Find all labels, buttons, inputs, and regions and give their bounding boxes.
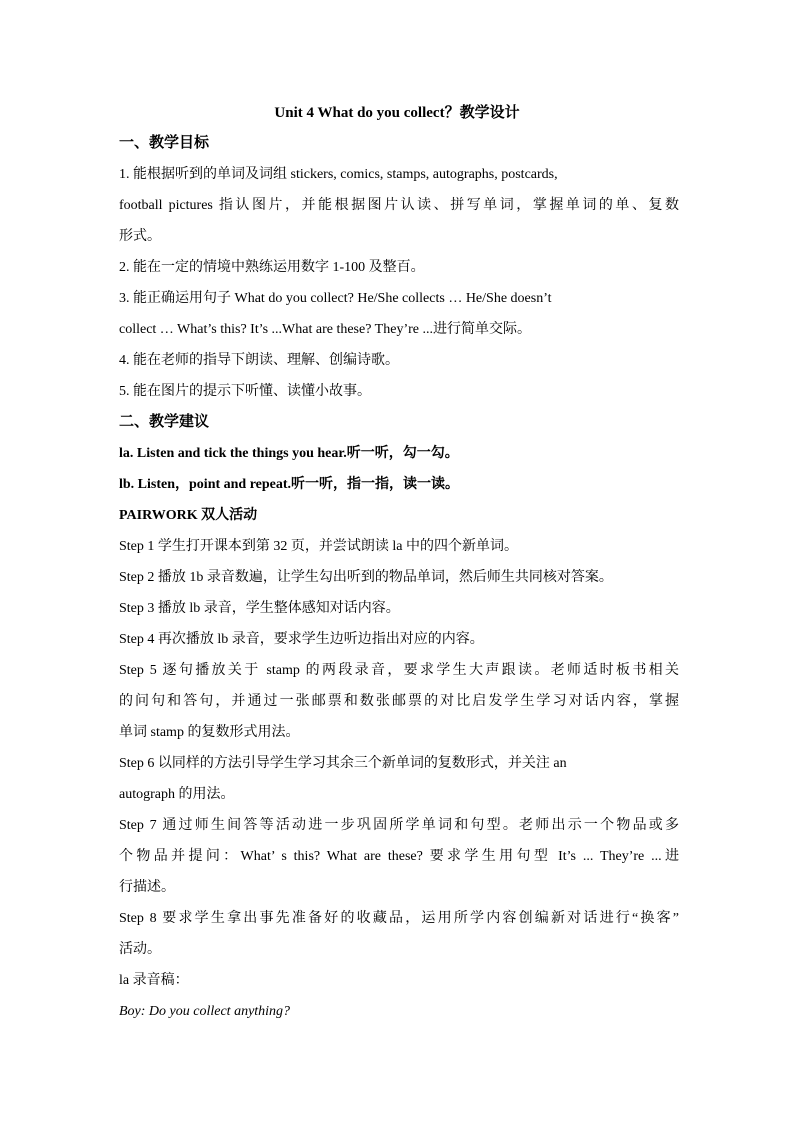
body-line: 3. 能正确运用句子 What do you collect? He/She collects … He/She doesn’t: [119, 291, 552, 306]
body-line: Step 2 播放 1b 录音数遍，让学生勾出听到的物品单词，然后师生共同核对答案。: [119, 570, 613, 585]
section-heading: 一、教学目标: [119, 135, 210, 151]
body-line: 活动。: [119, 942, 161, 957]
body-line: Step 6 以同样的方法引导学生学习其余三个新单词的复数形式，并关注 an: [119, 756, 567, 771]
body-line: 4. 能在老师的指导下朗读、理解、创编诗歌。: [119, 353, 399, 368]
body-line: 单词 stamp 的复数形式用法。: [119, 725, 300, 740]
body-line: collect … What’s this? It’s ...What are these? They’re ...进行简单交际。: [119, 322, 531, 337]
body-line: 的问句和答句，并通过一张邮票和数张邮票的对比启发学生学习对话内容，掌握: [119, 694, 679, 709]
transcript-line: Boy: Do you collect anything?: [119, 1004, 291, 1019]
document-body: [119, 128, 679, 1027]
body-line: 行描述。: [119, 880, 175, 895]
body-line: 个物品并提问：What’ s this? What are these? 要求学生用句型 It’s ... They’re ...进: [119, 849, 679, 864]
section-heading: 二、教学建议: [119, 414, 210, 430]
body-line: 2. 能在一定的情境中熟练运用数字 1-100 及整百。: [119, 260, 425, 275]
activity-heading: PAIRWORK 双人活动: [119, 508, 258, 523]
body-line: Step 7 通过师生间答等活动进一步巩固所学单词和句型。老师出示一个物品或多: [119, 818, 679, 833]
body-line: Step 5 逐句播放关于 stamp 的两段录音，要求学生大声跟读。老师适时板书相关: [119, 663, 679, 678]
activity-heading: lb. Listen，point and repeat.听一听，指一指，读一读。: [119, 477, 460, 492]
body-line: 1. 能根据听到的单词及词组 stickers, comics, stamps, autographs, postcards,: [119, 167, 558, 182]
body-line: la 录音稿：: [119, 973, 189, 988]
activity-heading: la. Listen and tick the things you hear.听一听，勾一勾。: [119, 446, 459, 461]
body-line: Step 1 学生打开课本到第 32 页，并尝试朗读 la 中的四个新单词。: [119, 539, 518, 554]
body-line: Step 8 要求学生拿出事先准备好的收藏品，运用所学内容创编新对话进行“换客”: [119, 911, 679, 926]
body-line: autograph 的用法。: [119, 787, 235, 802]
body-line: Step 3 播放 lb 录音，学生整体感知对话内容。: [119, 601, 400, 616]
body-line: football pictures 指认图片，并能根据图片认读、拼写单词，掌握单词的单、复数: [119, 198, 679, 213]
body-line: Step 4 再次播放 lb 录音，要求学生边听边指出对应的内容。: [119, 632, 484, 647]
document-title: Unit 4 What do you collect？教学设计: [274, 105, 520, 121]
body-line: 5. 能在图片的提示下听懂、读懂小故事。: [119, 384, 371, 399]
body-line: 形式。: [119, 229, 161, 244]
